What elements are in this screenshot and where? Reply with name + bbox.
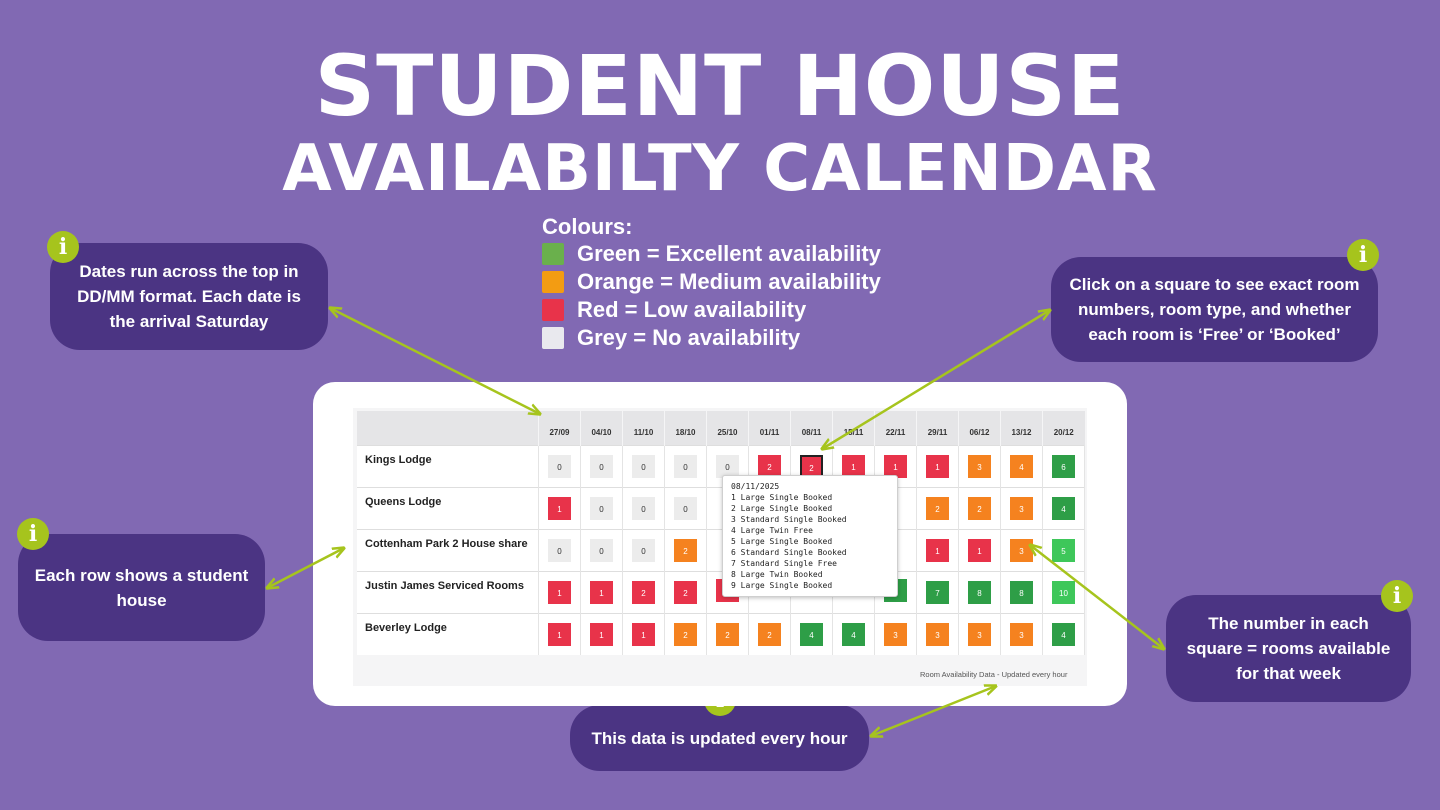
date-header: 15/11 [833,411,875,446]
date-header: 25/10 [707,411,749,446]
tooltip-line: 9 Large Single Booked [731,581,833,590]
tooltip-line: 3 Standard Single Booked [731,515,847,524]
availability-square[interactable]: 10 [1052,581,1075,604]
availability-square[interactable]: 1 [842,455,865,478]
availability-square[interactable]: 0 [590,497,613,520]
availability-square[interactable]: 0 [590,539,613,562]
availability-square[interactable]: 1 [632,623,655,646]
info-icon: i [17,518,49,550]
tooltip-line: 4 Large Twin Free [731,526,813,535]
availability-square[interactable]: 3 [1010,539,1033,562]
availability-square[interactable]: 0 [548,455,571,478]
page-title-line2: AVAILABILTY CALENDAR [282,132,1158,206]
availability-square[interactable]: 4 [800,623,823,646]
legend-label: Red = Low availability [577,297,807,322]
availability-square[interactable]: 4 [842,623,865,646]
availability-square[interactable]: 3 [926,623,949,646]
availability-square[interactable]: 0 [632,497,655,520]
date-header: 29/11 [917,411,959,446]
date-header: 11/10 [623,411,665,446]
availability-square[interactable]: 3 [968,455,991,478]
arrow-rows [267,548,344,588]
callout-rows: Each row shows a student house [18,534,265,641]
availability-square[interactable]: 3 [1010,623,1033,646]
tooltip-line: 6 Standard Single Booked [731,548,847,557]
availability-square[interactable]: 0 [674,497,697,520]
legend-label: Green = Excellent availability [577,241,881,266]
availability-square[interactable]: 2 [926,497,949,520]
info-icon: i [1381,580,1413,612]
footnote: Room Availability Data - Updated every hour [920,670,1068,679]
date-header: 13/12 [1001,411,1043,446]
date-header: 27/09 [539,411,581,446]
availability-square[interactable]: 1 [590,623,613,646]
tooltip-line: 7 Standard Single Free [731,559,837,568]
availability-square[interactable]: 2 [758,455,781,478]
tooltip-line: 2 Large Single Booked [731,504,833,513]
availability-square[interactable]: 1 [884,455,907,478]
date-header: 18/10 [665,411,707,446]
house-name: Cottenham Park 2 House share [357,530,539,572]
callout-number: The number in each square = rooms available for that week [1166,595,1411,702]
tooltip-line: 1 Large Single Booked [731,493,833,502]
tooltip-line: 8 Large Twin Booked [731,570,823,579]
callout-click-square: Click on a square to see exact room numbers, room type, and whether each room is ‘Free’ or ‘Booked’ [1051,257,1378,362]
callout-dates: Dates run across the top in DD/MM format. Each date is the arrival Saturday [50,243,328,350]
date-header: 22/11 [875,411,917,446]
arrow-dates [330,308,540,414]
availability-square[interactable]: 3 [1010,497,1033,520]
availability-square[interactable]: 2 [968,497,991,520]
availability-square[interactable]: 4 [1010,455,1033,478]
availability-square[interactable]: 2 [632,581,655,604]
availability-square[interactable]: 0 [674,455,697,478]
info-icon: i [1347,239,1379,271]
house-name: Kings Lodge [357,446,539,488]
availability-square[interactable]: 1 [968,539,991,562]
availability-square[interactable]: 3 [884,623,907,646]
availability-square[interactable]: 2 [800,455,823,478]
date-header: 08/11 [791,411,833,446]
legend-heading: Colours: [542,214,633,239]
availability-square[interactable]: 2 [674,581,697,604]
date-header: 06/12 [959,411,1001,446]
arrow-click [822,310,1050,449]
arrow-number [1030,545,1164,649]
house-name: Queens Lodge [357,488,539,530]
availability-square[interactable]: 3 [968,623,991,646]
date-header: 01/11 [749,411,791,446]
availability-square[interactable]: 0 [548,539,571,562]
availability-square[interactable]: 0 [632,455,655,478]
availability-square[interactable]: 7 [926,581,949,604]
date-header: 20/12 [1043,411,1085,446]
availability-square[interactable]: 4 [1052,623,1075,646]
page-title-line1: STUDENT HOUSE [314,37,1126,135]
availability-square[interactable]: 0 [716,455,739,478]
availability-square[interactable]: 5 [1052,539,1075,562]
availability-square[interactable]: 2 [758,623,781,646]
availability-square[interactable]: 1 [548,623,571,646]
availability-square[interactable]: 1 [926,455,949,478]
availability-square[interactable]: 1 [548,497,571,520]
house-name: Beverley Lodge [357,614,539,656]
availability-square[interactable]: 1 [590,581,613,604]
availability-square[interactable]: 2 [716,623,739,646]
date-header: 04/10 [581,411,623,446]
tooltip-line: 5 Large Single Booked [731,537,833,546]
availability-square[interactable]: 4 [1052,497,1075,520]
arrow-updated [871,686,996,736]
legend-label: Orange = Medium availability [577,269,881,294]
legend-label: Grey = No availability [577,325,801,350]
tooltip-date: 08/11/2025 [731,482,780,491]
availability-square[interactable]: 0 [632,539,655,562]
availability-square[interactable]: 1 [926,539,949,562]
callout-updated: This data is updated every hour [570,705,869,771]
house-name: Justin James Serviced Rooms [357,572,539,614]
info-icon: i [47,231,79,263]
availability-square[interactable]: 8 [968,581,991,604]
availability-square[interactable]: 2 [674,623,697,646]
availability-square[interactable]: 6 [1052,455,1075,478]
availability-square[interactable]: 2 [674,539,697,562]
availability-square[interactable]: 0 [590,455,613,478]
availability-square[interactable]: 1 [548,581,571,604]
availability-square[interactable]: 8 [1010,581,1033,604]
